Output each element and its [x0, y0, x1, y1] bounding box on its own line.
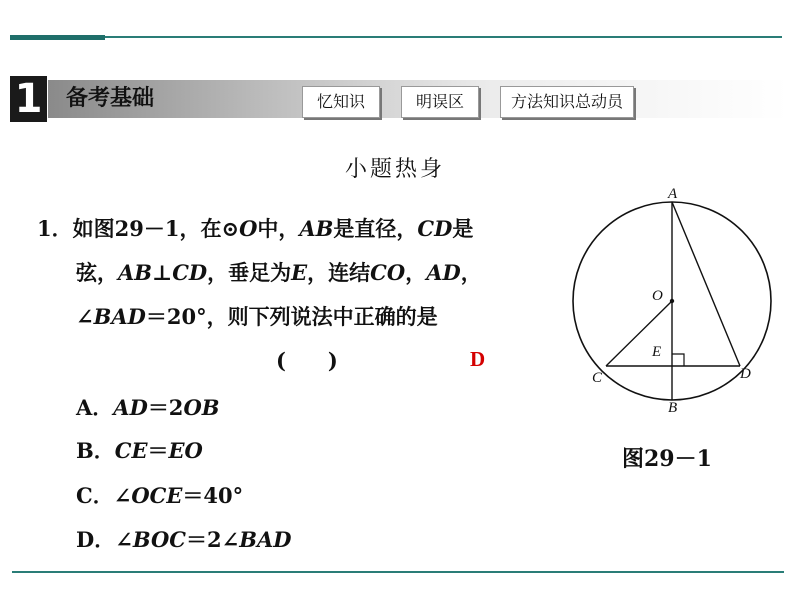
option-d[interactable]: D．∠BOC＝2∠BAD: [76, 527, 292, 552]
top-rule-accent: [10, 35, 105, 40]
option-a[interactable]: A．AD＝2OB: [76, 395, 220, 420]
label-a: A: [668, 186, 678, 202]
label-o: O: [652, 288, 663, 304]
section-title: 备考基础: [66, 86, 155, 111]
segment-co: [606, 301, 672, 366]
label-e: E: [652, 344, 662, 360]
option-c[interactable]: C．∠OCE＝40°: [76, 483, 244, 508]
option-b[interactable]: B．CE＝EO: [76, 438, 203, 463]
tab-methods-summary[interactable]: 方法知识总动员: [500, 86, 634, 118]
geometry-figure: [560, 180, 790, 430]
tab-clarify-mistakes[interactable]: 明误区: [401, 86, 479, 118]
label-c: C: [592, 370, 603, 386]
top-rule: [10, 36, 782, 38]
segment-ad: [672, 202, 740, 366]
label-d: D: [740, 366, 751, 382]
right-angle-mark: [672, 354, 684, 366]
answer-paren: ( ): [276, 348, 338, 373]
section-number-badge: 1: [10, 76, 47, 122]
page-heading: 小题热身: [345, 157, 446, 182]
center-point: [670, 299, 674, 303]
bottom-rule: [12, 571, 784, 573]
answer-letter: D: [470, 347, 486, 371]
question-line-2: 弦，AB⊥CD，垂足为E，连结CO，AD，: [76, 260, 482, 285]
label-b: B: [668, 400, 678, 416]
question-line-3: ∠BAD＝20°，则下列说法中正确的是: [76, 304, 438, 329]
tab-recall-knowledge[interactable]: 忆知识: [302, 86, 380, 118]
question-line-1: 1．如图29－1，在⊙O中，AB是直径，CD是: [37, 216, 474, 241]
figure-caption: 图29－1: [622, 446, 712, 472]
question-number: 1．: [37, 216, 73, 241]
